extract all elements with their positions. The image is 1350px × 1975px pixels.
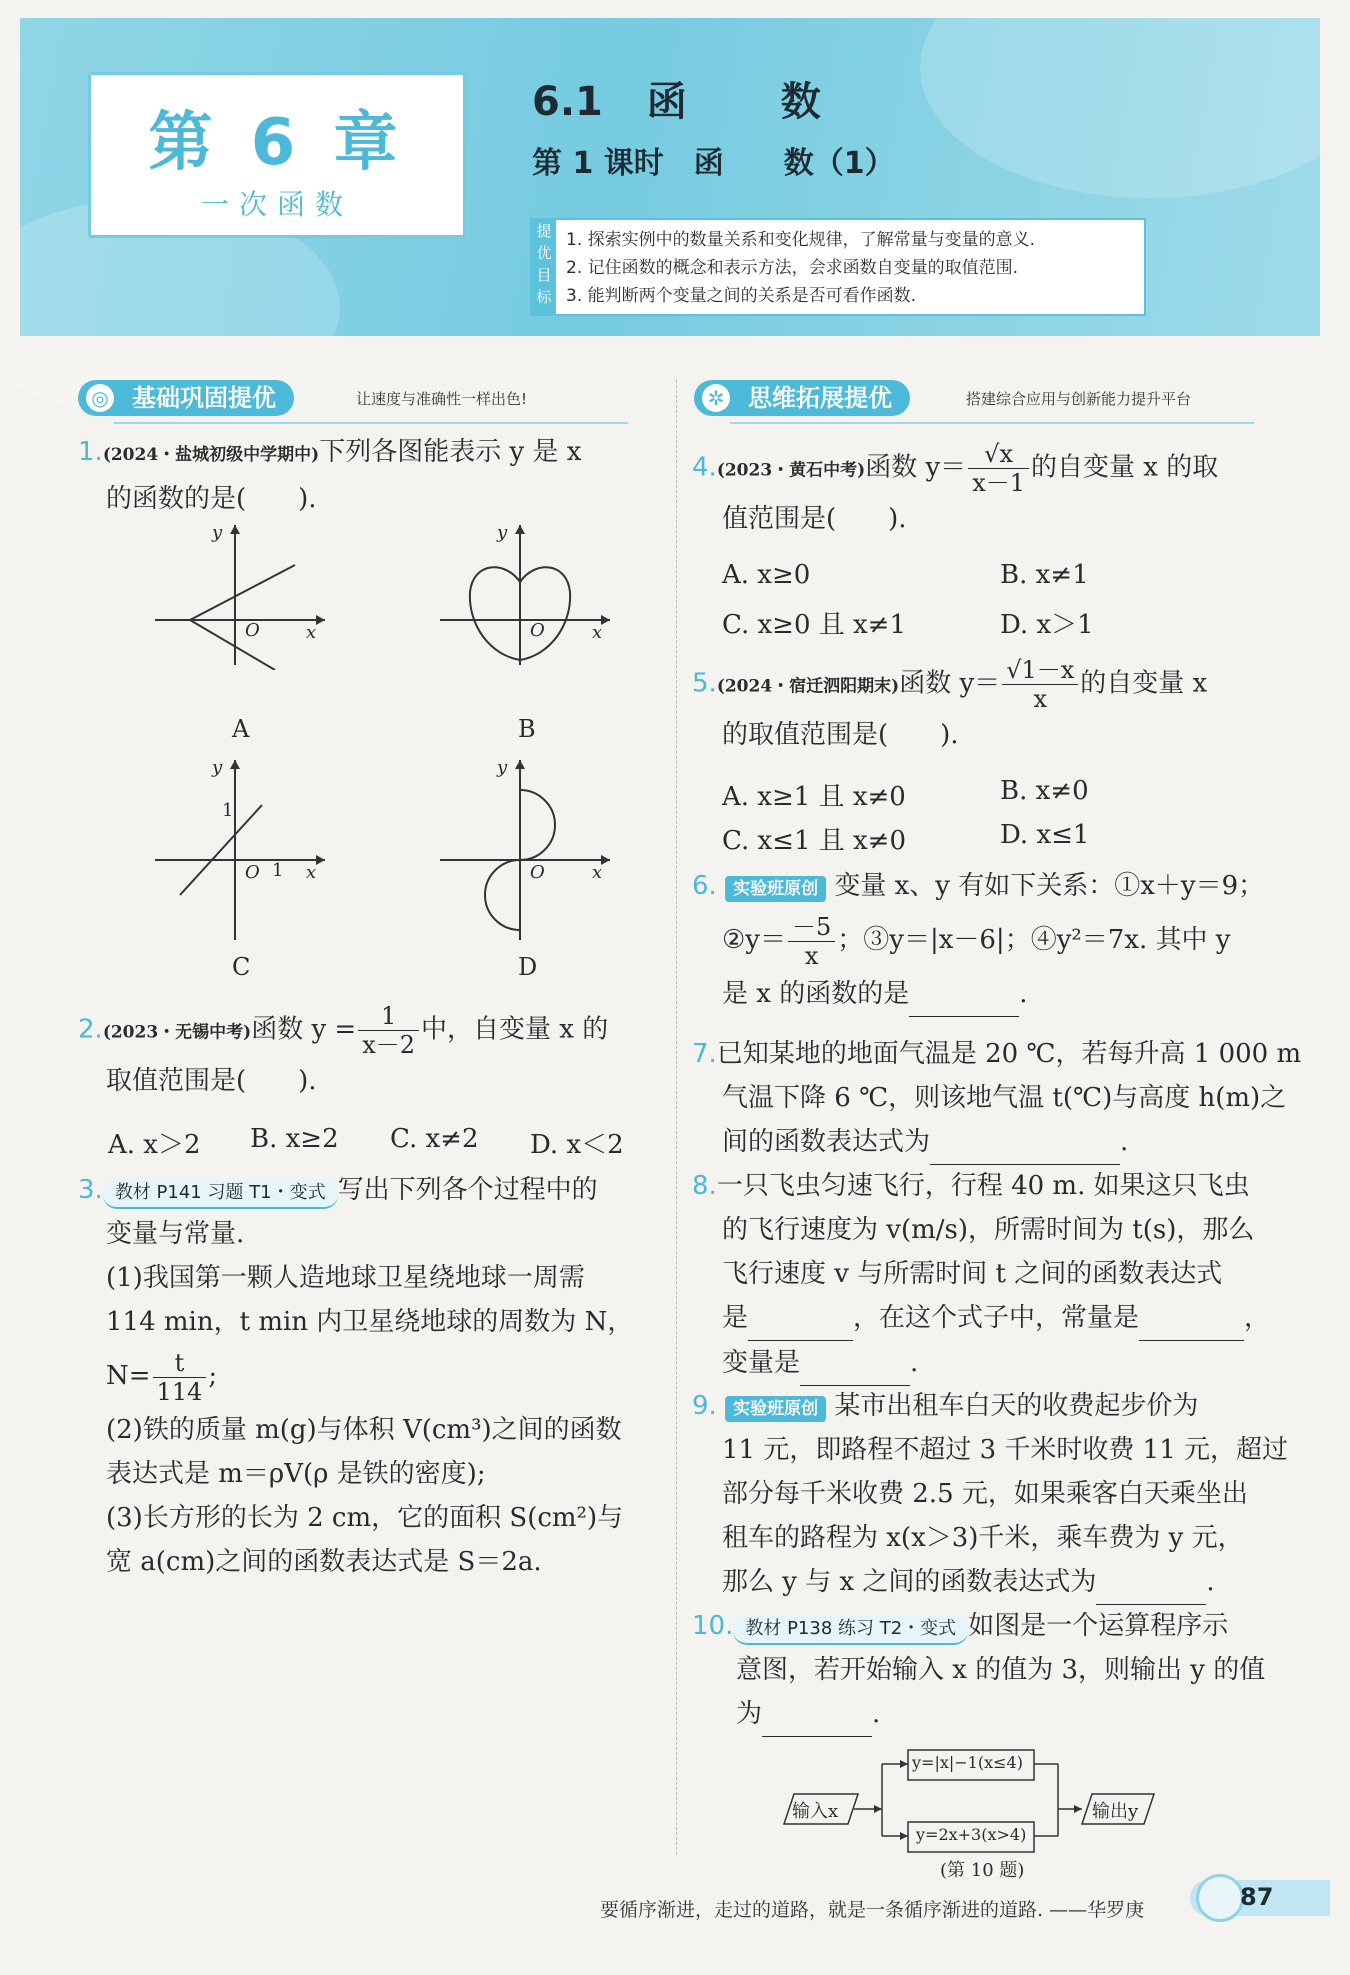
question-number: 4. <box>692 452 717 483</box>
answer-blank[interactable] <box>762 1692 872 1737</box>
graph-b <box>435 520 615 670</box>
question-text: 的自变量 x 的取 <box>1031 452 1219 483</box>
question-text: (2)铁的质量 m(g)与体积 V(cm³)之间的函数 <box>106 1415 622 1445</box>
axis-x-label: x <box>592 862 603 883</box>
graph-label-c: C <box>232 953 251 981</box>
question-text: 某市出租车白天的收费起步价为 <box>834 1391 1199 1421</box>
question-text: N= $\frac{t}{114}$ ; <box>106 1348 218 1406</box>
question-number: 3. <box>78 1175 103 1205</box>
option-b: B. x≠0 <box>1000 776 1089 806</box>
graph-a <box>150 520 330 670</box>
question-1 <box>78 430 668 521</box>
flow-branch-bottom: y=2x+3(x>4) <box>916 1825 1027 1844</box>
tick-label: 1 <box>222 800 234 821</box>
question-text: (1)我国第一颗人造地球卫星绕地球一周需 <box>106 1263 585 1293</box>
header-decor <box>920 0 1350 198</box>
question-source: (2024・宿迁泗阳期末) <box>716 676 900 697</box>
lesson-title: 第 1 课时 函 数（1） <box>532 146 895 181</box>
question-text: 值范围是( ). <box>722 504 907 534</box>
chapter-box <box>88 72 466 238</box>
option-a: A. x≥1 且 x≠0 <box>722 782 906 812</box>
question-text: 的自变量 x <box>1080 668 1208 699</box>
question-text: 函数 y＝ <box>899 668 1001 699</box>
option-c: C. x≤1 且 x≠0 <box>722 826 907 856</box>
question-text: 变量是 . <box>692 1341 1302 1386</box>
tick-label: 1 <box>272 860 284 881</box>
question-7 <box>692 1032 1302 1165</box>
goal-item: 3. 能判断两个变量之间的关系是否可看作函数. <box>566 286 917 306</box>
target-icon: ◎ <box>86 384 114 412</box>
origin-label: O <box>530 620 545 641</box>
graph-label-b: B <box>518 715 536 743</box>
question-8 <box>692 1164 1302 1386</box>
fraction: $\frac{t}{114}$ <box>153 1349 207 1406</box>
fraction: $\frac{√1-x}{x}$ <box>1002 656 1078 713</box>
question-text: 部分每千米收费 2.5 元，如果乘客白天乘坐出 <box>722 1479 1248 1509</box>
question-text: 宽 a(cm)之间的函数表达式是 S＝2a. <box>106 1547 542 1577</box>
page-decor-icon <box>1196 1874 1244 1922</box>
question-text: 表达式是 m＝ρV(ρ 是铁的密度); <box>106 1459 486 1489</box>
question-number: 6. <box>692 871 717 901</box>
banner-title: ◎ 基础巩固提优 <box>78 380 294 416</box>
question-source: (2023・无锡中考) <box>102 1022 252 1043</box>
option-a: A. x≥0 <box>722 560 811 590</box>
answer-blank[interactable] <box>930 1120 1120 1165</box>
question-2 <box>78 1002 668 1103</box>
option-a: A. x＞2 <box>108 1130 201 1160</box>
answer-blank[interactable] <box>748 1296 853 1341</box>
answer-blank[interactable] <box>1096 1560 1206 1605</box>
goal-item: 2. 记住函数的概念和表示方法，会求函数自变量的取值范围. <box>566 258 1019 278</box>
option-b: B. x≥2 <box>250 1124 339 1154</box>
axis-x-label: x <box>306 622 317 643</box>
column-divider <box>676 380 677 1855</box>
axis-x-label: x <box>592 622 603 643</box>
question-text: 已知某地的地面气温是 20 ℃，若每升高 1 000 m <box>716 1039 1302 1069</box>
goals-tag: 提优目标 <box>532 220 556 314</box>
atom-icon: ✲ <box>702 384 730 412</box>
option-d: D. x＞1 <box>1000 610 1094 640</box>
flow-input: 输入x <box>792 1801 839 1822</box>
section-title: 6.1 函 数 <box>532 79 821 125</box>
fraction: $\frac{1}{x-2}$ <box>358 1002 419 1059</box>
question-10 <box>692 1604 1302 1737</box>
question-number: 1. <box>78 437 103 467</box>
question-text: ②y＝ $\frac{-5}{x}$ ；③y＝|x－6|；④y²＝7x. 其中 y <box>722 912 1231 970</box>
option-c: C. x≠2 <box>390 1124 479 1154</box>
banner-subtitle: 搭建综合应用与创新能力提升平台 <box>966 390 1192 408</box>
banner-title: ✲ 思维拓展提优 <box>694 380 910 416</box>
question-number: 10. <box>692 1611 734 1641</box>
fraction: $\frac{√x}{x-1}$ <box>968 440 1029 497</box>
question-text: 是 ，在这个式子中，常量是 ， <box>692 1296 1302 1341</box>
page-number: 87 <box>1240 1883 1274 1911</box>
graph-label-a: A <box>232 715 250 743</box>
question-text: 函数 y = <box>251 1014 357 1045</box>
question-text: 飞行速度 v 与所需时间 t 之间的函数表达式 <box>722 1259 1223 1289</box>
question-4 <box>692 440 1292 541</box>
origin-label: O <box>245 620 260 641</box>
textbook-tag: 教材 P138 练习 T2・变式 <box>733 1615 968 1645</box>
original-tag: 实验班原创 <box>725 1396 826 1422</box>
question-6 <box>692 864 1292 1017</box>
question-text: 气温下降 6 ℃，则该地气温 t(℃)与高度 h(m)之 <box>722 1083 1287 1113</box>
option-c: C. x≥0 且 x≠1 <box>722 610 907 640</box>
question-text: 变量与常量. <box>106 1219 245 1249</box>
graph-c <box>150 755 330 945</box>
question-source: (2024・盐城初级中学期中) <box>102 445 320 465</box>
question-text: (3)长方形的长为 2 cm，它的面积 S(cm²)与 <box>106 1503 624 1533</box>
question-text: 函数 y＝ <box>865 452 967 483</box>
question-number: 2. <box>78 1014 103 1045</box>
question-text: 的取值范围是( ). <box>722 720 959 750</box>
learning-goals <box>530 218 1146 316</box>
option-d: D. x＜2 <box>530 1130 624 1160</box>
question-text: 写出下列各个过程中的 <box>337 1175 598 1205</box>
question-text: 下列各图能表示 y 是 x <box>319 437 582 467</box>
question-9 <box>692 1384 1302 1605</box>
question-text: 的函数的是( ). <box>106 484 317 514</box>
fraction: $\frac{-5}{x}$ <box>788 913 835 970</box>
question-text: 租车的路程为 x(x＞3)千米，乘车费为 y 元， <box>722 1523 1244 1553</box>
answer-blank[interactable] <box>1139 1296 1244 1341</box>
goals-list <box>566 226 1035 310</box>
axis-y-label: y <box>497 757 508 778</box>
question-text: 变量 x、y 有如下关系：①x＋y＝9； <box>834 871 1265 901</box>
question-text: 如图是一个运算程序示 <box>968 1611 1229 1641</box>
question-text: 一只飞虫匀速飞行，行程 40 m. 如果这只飞虫 <box>716 1171 1250 1201</box>
graph-d <box>435 755 615 945</box>
answer-blank[interactable] <box>800 1341 910 1386</box>
question-text: 是 x 的函数的是 . <box>692 972 1292 1017</box>
question-number: 9. <box>692 1391 717 1421</box>
graph-label-d: D <box>518 953 538 981</box>
original-tag: 实验班原创 <box>725 876 826 902</box>
axis-x-label: x <box>306 862 317 883</box>
flow-branch-top: y=|x|−1(x≤4) <box>912 1753 1023 1772</box>
textbook-tag: 教材 P141 习题 T1・变式 <box>103 1179 338 1209</box>
question-5 <box>692 656 1292 757</box>
extended-section-banner <box>694 380 1254 416</box>
banner-underline <box>730 422 1254 424</box>
banner-subtitle: 让速度与准确性一样出色! <box>356 390 528 408</box>
goal-item: 1. 探索实例中的数量关系和变化规律，了解常量与变量的意义. <box>566 230 1036 250</box>
origin-label: O <box>530 862 545 883</box>
option-d: D. x≤1 <box>1000 820 1090 850</box>
question-text: 的飞行速度为 v(m/s)，所需时间为 t(s)，那么 <box>722 1215 1255 1245</box>
question-text: 取值范围是( ). <box>106 1066 317 1096</box>
banner-underline <box>114 422 628 424</box>
origin-label: O <box>245 862 260 883</box>
chapter-subtitle: 一次函数 <box>200 188 353 221</box>
question-source: (2023・黄石中考) <box>716 460 866 481</box>
question-text: 114 min，t min 内卫星绕地球的周数为 N， <box>106 1307 634 1337</box>
question-text: 间的函数表达式为 . <box>692 1120 1302 1165</box>
question-number: 5. <box>692 668 717 699</box>
question-text: 为 . <box>692 1692 1302 1737</box>
question-text: 意图，若开始输入 x 的值为 3，则输出 y 的值 <box>736 1655 1266 1685</box>
question-text: 11 元，即路程不超过 3 千米时收费 11 元，超过 <box>722 1435 1289 1465</box>
figure-caption: (第 10 题) <box>940 1860 1025 1881</box>
question-number: 8. <box>692 1171 717 1201</box>
question-number: 7. <box>692 1039 717 1069</box>
basic-section-banner <box>78 380 628 416</box>
answer-blank[interactable] <box>909 972 1019 1017</box>
option-b: B. x≠1 <box>1000 560 1089 590</box>
axis-y-label: y <box>497 522 508 543</box>
question-text: 那么 y 与 x 之间的函数表达式为 . <box>692 1560 1302 1605</box>
question-text: 中，自变量 x 的 <box>421 1014 609 1045</box>
chapter-title: 第 6 章 <box>148 106 406 180</box>
axis-y-label: y <box>212 757 223 778</box>
axis-y-label: y <box>212 522 223 543</box>
footer-quote: 要循序渐进，走过的道路，就是一条循序渐进的道路. ——华罗庚 <box>600 1899 1145 1921</box>
flow-output: 输出y <box>1092 1801 1139 1822</box>
question-3 <box>78 1168 673 1584</box>
